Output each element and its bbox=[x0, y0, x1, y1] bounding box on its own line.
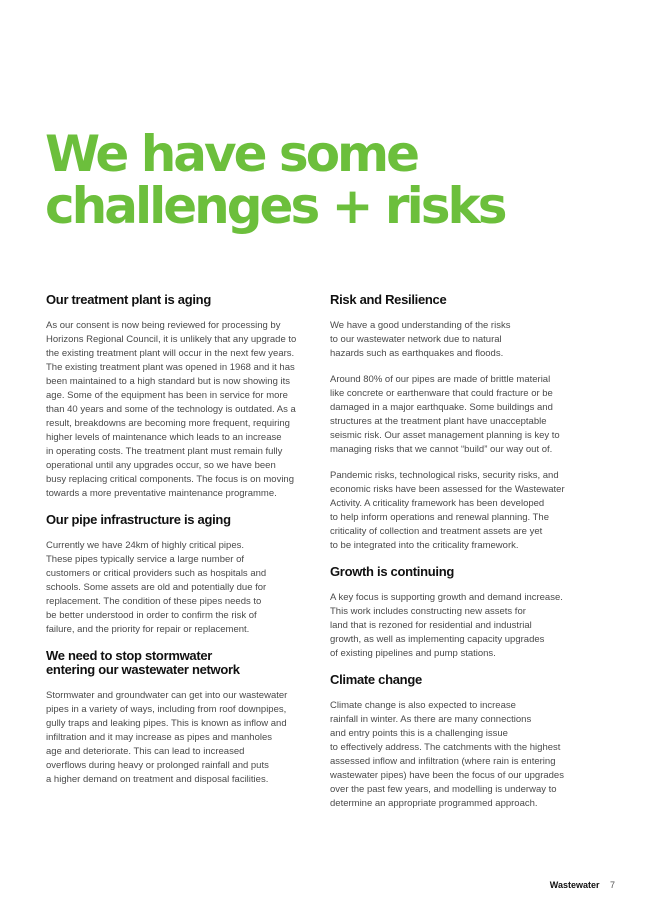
body-line: criticality of collection and treatment assets are yet bbox=[330, 526, 543, 537]
page-footer bbox=[550, 880, 615, 890]
body-line: pipes in a variety of ways, including from roof downpipes, bbox=[46, 704, 287, 715]
body-line: land that is rezoned for residential and industrial bbox=[330, 620, 532, 631]
body-line: the existing treatment plant will occur in the next few years. bbox=[46, 348, 295, 359]
body-line: structures at the treatment plant have unacceptable bbox=[330, 416, 547, 427]
body-line: been maintained to a high standard but is now showing its bbox=[46, 376, 290, 387]
footer-section-label: Wastewater bbox=[549, 880, 600, 890]
body-line: Activity. A criticality framework has been developed bbox=[330, 498, 545, 509]
body-line: Stormwater and groundwater can get into our wastewater bbox=[46, 690, 288, 701]
section-treatment-plant bbox=[46, 293, 314, 501]
body-line: over the past few years, and modelling is underway to bbox=[330, 784, 557, 795]
body-line: seismic risk. Our asset management planning is key to bbox=[330, 430, 560, 441]
body-line: hazards such as earthquakes and floods. bbox=[330, 348, 504, 359]
section-heading: Climate change bbox=[330, 672, 422, 687]
body-line: than 40 years and some of the technology is outdated. As a bbox=[46, 404, 296, 415]
left-column bbox=[46, 293, 314, 799]
body-line: age. Some of the equipment has been in service for more bbox=[46, 390, 288, 401]
section-body bbox=[46, 689, 314, 787]
section-body bbox=[330, 469, 582, 553]
body-line: higher levels of maintenance which leads to an increase bbox=[46, 432, 282, 443]
section-heading-line: We need to stop stormwater bbox=[46, 648, 213, 663]
section-body bbox=[46, 319, 314, 501]
section-growth bbox=[330, 565, 582, 661]
body-line: schools. Some assets are old and potentially due for bbox=[46, 582, 267, 593]
body-line: overflows during heavy or prolonged rainfall and puts bbox=[46, 760, 269, 771]
section-heading: Our treatment plant is aging bbox=[46, 292, 211, 307]
body-line: to effectively address. The catchments with the highest bbox=[330, 742, 561, 753]
body-line: gully traps and leaking pipes. This is known as inflow and bbox=[46, 718, 287, 729]
body-line: busy replacing critical components. The focus is on moving bbox=[46, 474, 295, 485]
section-heading: Growth is continuing bbox=[330, 564, 454, 579]
body-line: growth, as well as implementing capacity upgrades bbox=[330, 634, 545, 645]
body-line: to help inform operations and renewal planning. The bbox=[330, 512, 549, 523]
section-climate-change bbox=[330, 673, 582, 811]
section-body bbox=[330, 373, 582, 457]
body-line: and entry points this is a challenging issue bbox=[330, 728, 508, 739]
section-risk-resilience bbox=[330, 293, 582, 553]
section-pipe-infrastructure bbox=[46, 513, 314, 637]
body-line: towards a more preventative maintenance programme. bbox=[46, 488, 277, 499]
body-line: be better understood in order to confirm the risk of bbox=[46, 610, 257, 621]
body-line: determine an appropriate programmed approach. bbox=[330, 798, 538, 809]
body-line: We have a good understanding of the risks bbox=[330, 320, 511, 331]
body-line: of existing pipelines and pump stations. bbox=[330, 648, 496, 659]
body-line: operational until any upgrades occur, so we have been bbox=[46, 460, 276, 471]
body-line: assessed inflow and infiltration (where rain is entering bbox=[330, 756, 556, 767]
body-line: result, breakdowns are becoming more frequent, requiring bbox=[46, 418, 290, 429]
body-line: These pipes typically service a large number of bbox=[46, 554, 245, 565]
body-line: a higher demand on treatment and disposal facilities. bbox=[46, 774, 269, 785]
body-line: The existing treatment plant was opened in 1968 and it has bbox=[46, 362, 295, 373]
section-body bbox=[46, 539, 314, 637]
section-stormwater bbox=[46, 649, 314, 787]
body-line: Horizons Regional Council, it is unlikely that any upgrade to bbox=[46, 334, 297, 345]
body-line: infiltration and it may increase as pipes and manholes bbox=[46, 732, 273, 743]
body-line: to be integrated into the criticality framework. bbox=[330, 540, 519, 551]
body-line: wastewater pipes) have been the focus of our upgrades bbox=[330, 770, 564, 781]
page-title-line-1: We have some bbox=[45, 125, 418, 183]
body-line: economic risks have been assessed for the Wastewater bbox=[330, 484, 565, 495]
section-heading bbox=[46, 649, 314, 677]
section-body bbox=[330, 699, 582, 811]
body-line: like concrete or earthenware that could fracture or be bbox=[330, 388, 553, 399]
body-line: Climate change is also expected to increase bbox=[330, 700, 516, 711]
section-body bbox=[330, 591, 582, 661]
body-line: replacement. The condition of these pipes needs to bbox=[46, 596, 262, 607]
right-column bbox=[330, 293, 582, 823]
page-title bbox=[45, 125, 605, 235]
section-heading: Risk and Resilience bbox=[330, 292, 447, 307]
body-line: This work includes constructing new assets for bbox=[330, 606, 526, 617]
body-line: in operating costs. The treatment plant must remain fully bbox=[46, 446, 283, 457]
body-line: to our wastewater network due to natural bbox=[330, 334, 502, 345]
body-line: As our consent is now being reviewed for processing by bbox=[46, 320, 281, 331]
page-number: 7 bbox=[609, 880, 615, 890]
body-line: damaged in a major earthquake. Some buildings and bbox=[330, 402, 553, 413]
section-heading: Our pipe infrastructure is aging bbox=[46, 512, 231, 527]
page-title-line-2: challenges + risks bbox=[45, 177, 505, 235]
body-line: managing risks that we cannot “build” our way out of. bbox=[330, 444, 553, 455]
body-line: Around 80% of our pipes are made of brittle material bbox=[330, 374, 551, 385]
body-line: Currently we have 24km of highly critical pipes. bbox=[46, 540, 245, 551]
body-line: Pandemic risks, technological risks, security risks, and bbox=[330, 470, 559, 481]
section-body bbox=[330, 319, 582, 361]
body-line: customers or critical providers such as hospitals and bbox=[46, 568, 267, 579]
body-line: failure, and the priority for repair or replacement. bbox=[46, 624, 250, 635]
body-line: rainfall in winter. As there are many connections bbox=[330, 714, 532, 725]
section-heading-line: entering our wastewater network bbox=[46, 662, 240, 677]
body-line: A key focus is supporting growth and demand increase. bbox=[330, 592, 563, 603]
body-line: age and deteriorate. This can lead to increased bbox=[46, 746, 245, 757]
